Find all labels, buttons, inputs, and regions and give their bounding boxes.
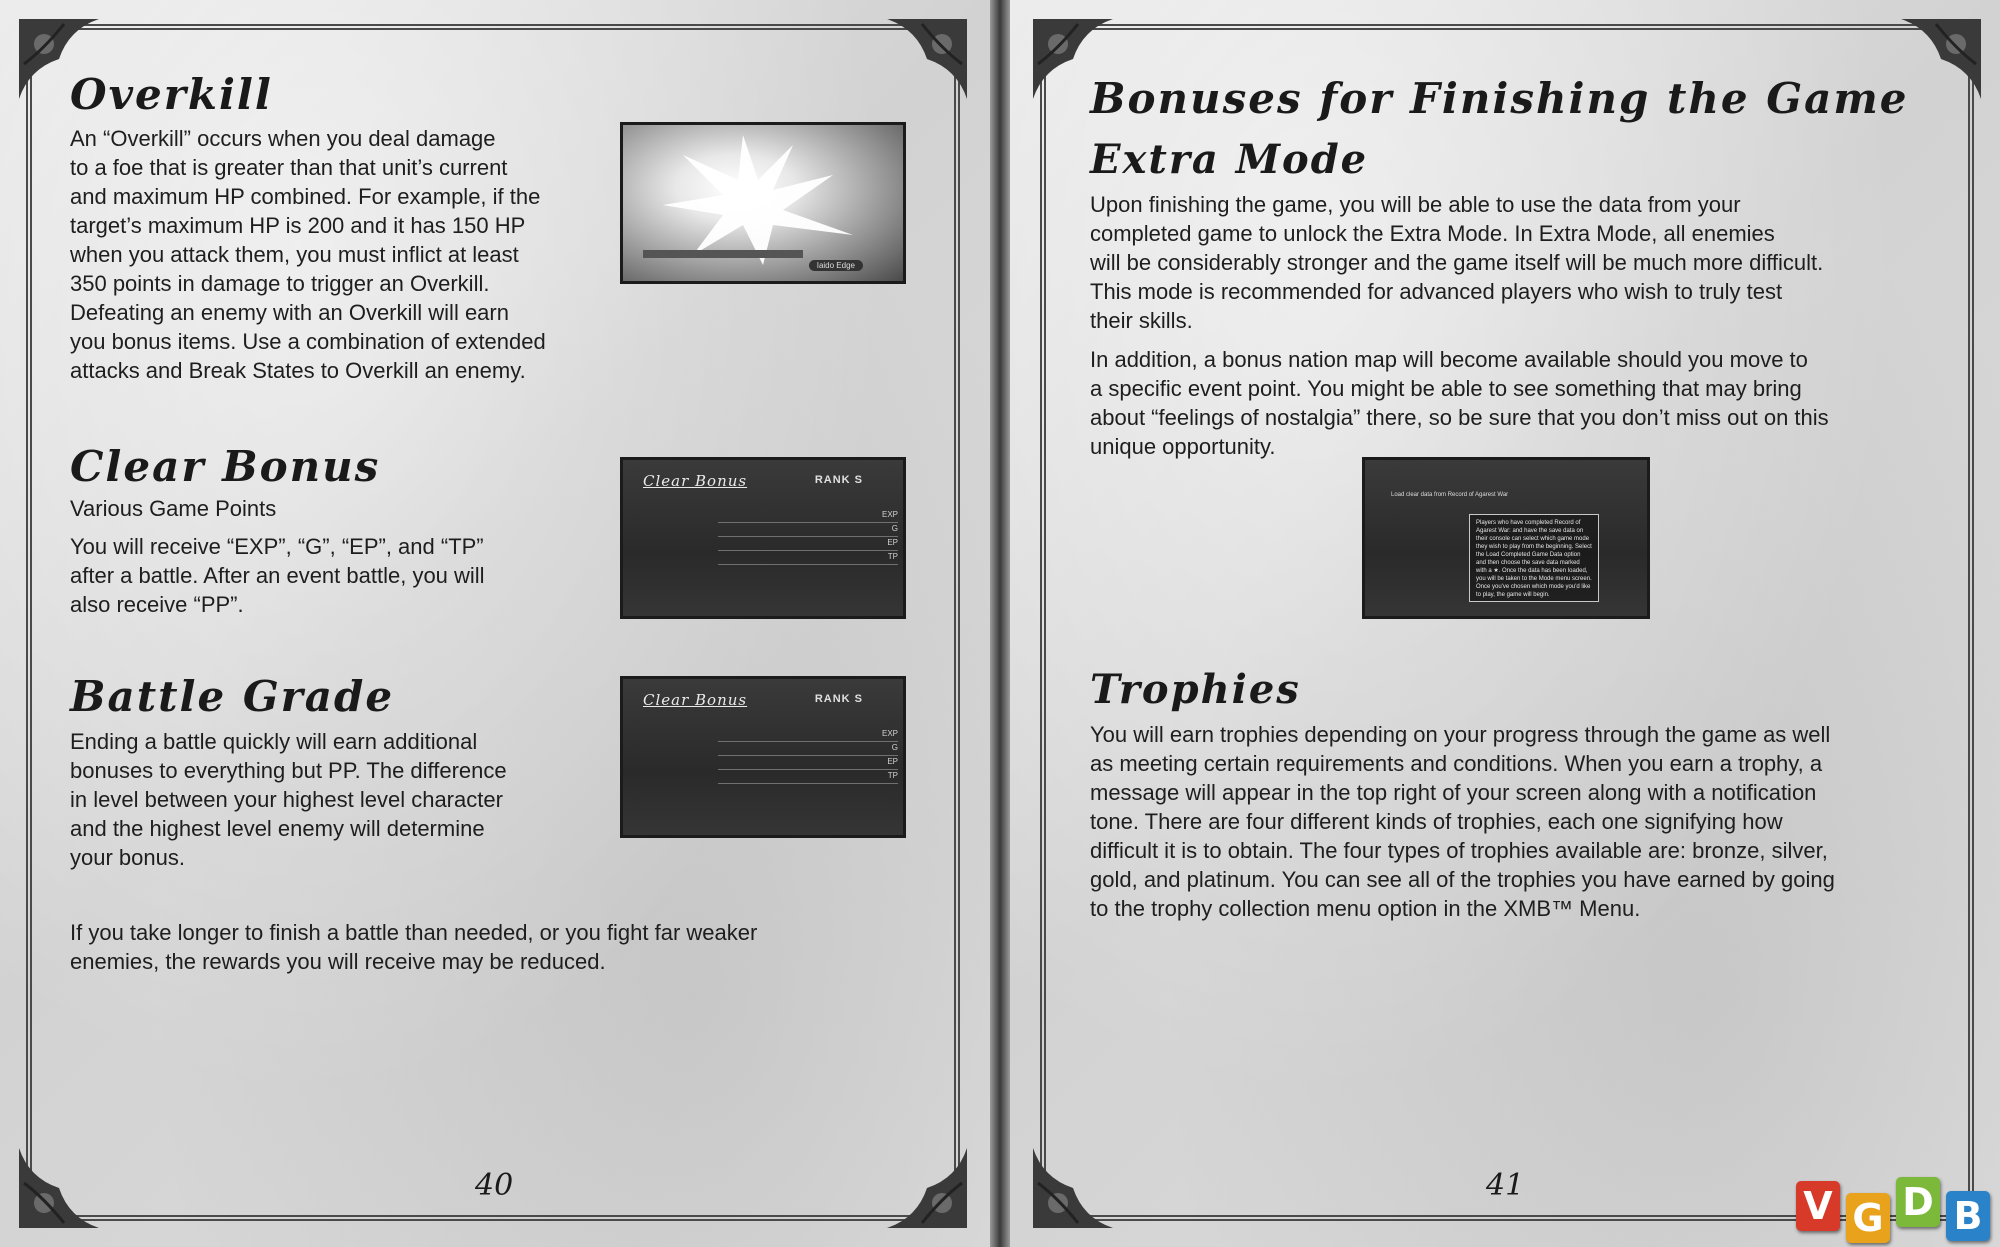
text-line: and the highest level enemy will determine	[70, 816, 485, 841]
text-line: will be considerably stronger and the game itself will be much more difficult.	[1090, 250, 1824, 275]
extra-mode-heading: Extra Mode	[1090, 136, 1369, 183]
text-line: your bonus.	[70, 845, 185, 870]
text-line: bonuses to everything but PP. The difference	[70, 758, 507, 783]
bonus-row	[718, 552, 898, 565]
screen-title: Clear Bonus	[643, 691, 748, 709]
text-line: about “feelings of nostalgia” there, so be sure that you don’t miss out on this	[1090, 405, 1829, 430]
clear-bonus-subheading: Various Game Points	[70, 496, 277, 521]
bonus-row	[718, 538, 898, 551]
bonus-row	[718, 524, 898, 537]
bonus-row	[718, 510, 898, 523]
ornament-corner-icon	[1028, 1143, 1118, 1233]
watermark-letter: G	[1846, 1193, 1890, 1243]
text-line: gold, and platinum. You can see all of the trophies you have earned by going	[1090, 867, 1835, 892]
rank-label: RANK S	[814, 474, 863, 486]
text-line: difficult it is to obtain. The four types of trophies available are: bronze, silver,	[1090, 838, 1828, 863]
text-line: unique opportunity.	[1090, 434, 1276, 459]
extra-mode-screenshot	[1362, 457, 1650, 619]
text-line: You will receive “EXP”, “G”, “EP”, and “TP”	[70, 534, 484, 559]
text-line: If you take longer to finish a battle than needed, or you fight far weaker	[70, 920, 758, 945]
load-caption: Load clear data from Record of Agarest War	[1391, 492, 1509, 498]
trophies-heading: Trophies	[1090, 666, 1301, 713]
bonus-row	[718, 771, 898, 784]
text-line: 350 points in damage to trigger an Overkill.	[70, 271, 490, 296]
watermark-letter: D	[1896, 1177, 1940, 1227]
ornament-corner-icon	[1896, 14, 1986, 104]
skill-label: Iaido Edge	[809, 260, 863, 271]
text-line: Upon finishing the game, you will be able to use the data from your	[1090, 192, 1741, 217]
page-number: 41	[1486, 1168, 1525, 1203]
text-line: after a battle. After an event battle, you will	[70, 563, 485, 588]
clear-bonus-screenshot	[620, 457, 906, 619]
bonus-row-label: TP	[887, 552, 898, 561]
text-line: message will appear in the top right of your screen along with a notification	[1090, 780, 1817, 805]
battle-grade-screenshot	[620, 676, 906, 838]
trophies-body	[1090, 720, 1970, 923]
text-line: attacks and Break States to Overkill an enemy.	[70, 358, 526, 383]
text-line: completed game to unlock the Extra Mode. In Extra Mode, all enemies	[1090, 221, 1775, 246]
text-line: a specific event point. You might be able to see something that may bring	[1090, 376, 1802, 401]
text-line: You will earn trophies depending on your progress through the game as well	[1090, 722, 1831, 747]
bonus-row-label: EP	[887, 538, 898, 547]
text-line: Defeating an enemy with an Overkill will earn	[70, 300, 509, 325]
text-line: tone. There are four different kinds of trophies, each one signifying how	[1090, 809, 1783, 834]
text-line: as meeting certain requirements and conditions. When you earn a trophy, a	[1090, 751, 1823, 776]
ornament-corner-icon	[882, 14, 972, 104]
text-line: An “Overkill” occurs when you deal damage	[70, 126, 496, 151]
watermark-letter: B	[1946, 1191, 1990, 1241]
book-spine	[990, 0, 1010, 1247]
ornament-corner-icon	[14, 1143, 104, 1233]
bonus-row-label: EXP	[881, 510, 898, 519]
text-line: to the trophy collection menu option in the XMB™ Menu.	[1090, 896, 1641, 921]
bonus-row-label: G	[891, 743, 898, 752]
text-line: you bonus items. Use a combination of extended	[70, 329, 546, 354]
closing-note	[70, 918, 930, 976]
text-line: enemies, the rewards you will receive may be reduced.	[70, 949, 606, 974]
overkill-heading: Overkill	[70, 70, 273, 119]
clear-bonus-body	[70, 532, 570, 619]
clear-bonus-heading: Clear Bonus	[70, 442, 381, 491]
left-page	[0, 0, 990, 1247]
ornament-corner-icon	[882, 1143, 972, 1233]
vgdb-watermark	[1790, 1167, 2000, 1247]
bonus-row-label: EP	[887, 757, 898, 766]
battle-grade-body	[70, 727, 590, 872]
bonus-row-label: EXP	[881, 729, 898, 738]
text-line: This mode is recommended for advanced players who wish to truly test	[1090, 279, 1783, 304]
bonus-row-label: TP	[887, 771, 898, 780]
overkill-body	[70, 124, 610, 385]
bonus-row	[718, 743, 898, 756]
text-line: in level between your highest level character	[70, 787, 503, 812]
text-line: Ending a battle quickly will earn additional	[70, 729, 478, 754]
text-line: In addition, a bonus nation map will become available should you move to	[1090, 347, 1808, 372]
bonus-row	[718, 757, 898, 770]
page-number: 40	[475, 1168, 514, 1203]
watermark-letter: V	[1796, 1181, 1840, 1231]
bonus-row	[718, 729, 898, 742]
bonuses-heading: Bonuses for Finishing the Game	[1090, 74, 1909, 123]
text-line: target’s maximum HP is 200 and it has 150 HP	[70, 213, 526, 238]
text-line: when you attack them, you must inflict at least	[70, 242, 519, 267]
text-line: their skills.	[1090, 308, 1193, 333]
load-dialog: Players who have completed Record of Agarest War: and have the save data on their console can select which game mode they wish to play from the beginning. Select the Load Completed Game Data option and then choose the save data marked with a ★. Once the data has been loaded, you will be taken to the Mode menu screen. Once you've chosen which mode you'd like to play, the game will begin.	[1469, 514, 1599, 602]
text-line: to a foe that is greater than that unit’s current	[70, 155, 508, 180]
battle-grade-heading: Battle Grade	[70, 672, 395, 721]
overkill-screenshot	[620, 122, 906, 284]
extra-mode-body-2	[1090, 345, 1950, 461]
bonus-row-label: G	[891, 524, 898, 533]
text-line: also receive “PP”.	[70, 592, 244, 617]
right-page	[1010, 0, 2000, 1247]
burst-icon	[623, 125, 903, 281]
extra-mode-body-1	[1090, 190, 1950, 335]
screen-title: Clear Bonus	[643, 472, 748, 490]
text-line: and maximum HP combined. For example, if the	[70, 184, 541, 209]
rank-label: RANK S	[814, 693, 863, 705]
